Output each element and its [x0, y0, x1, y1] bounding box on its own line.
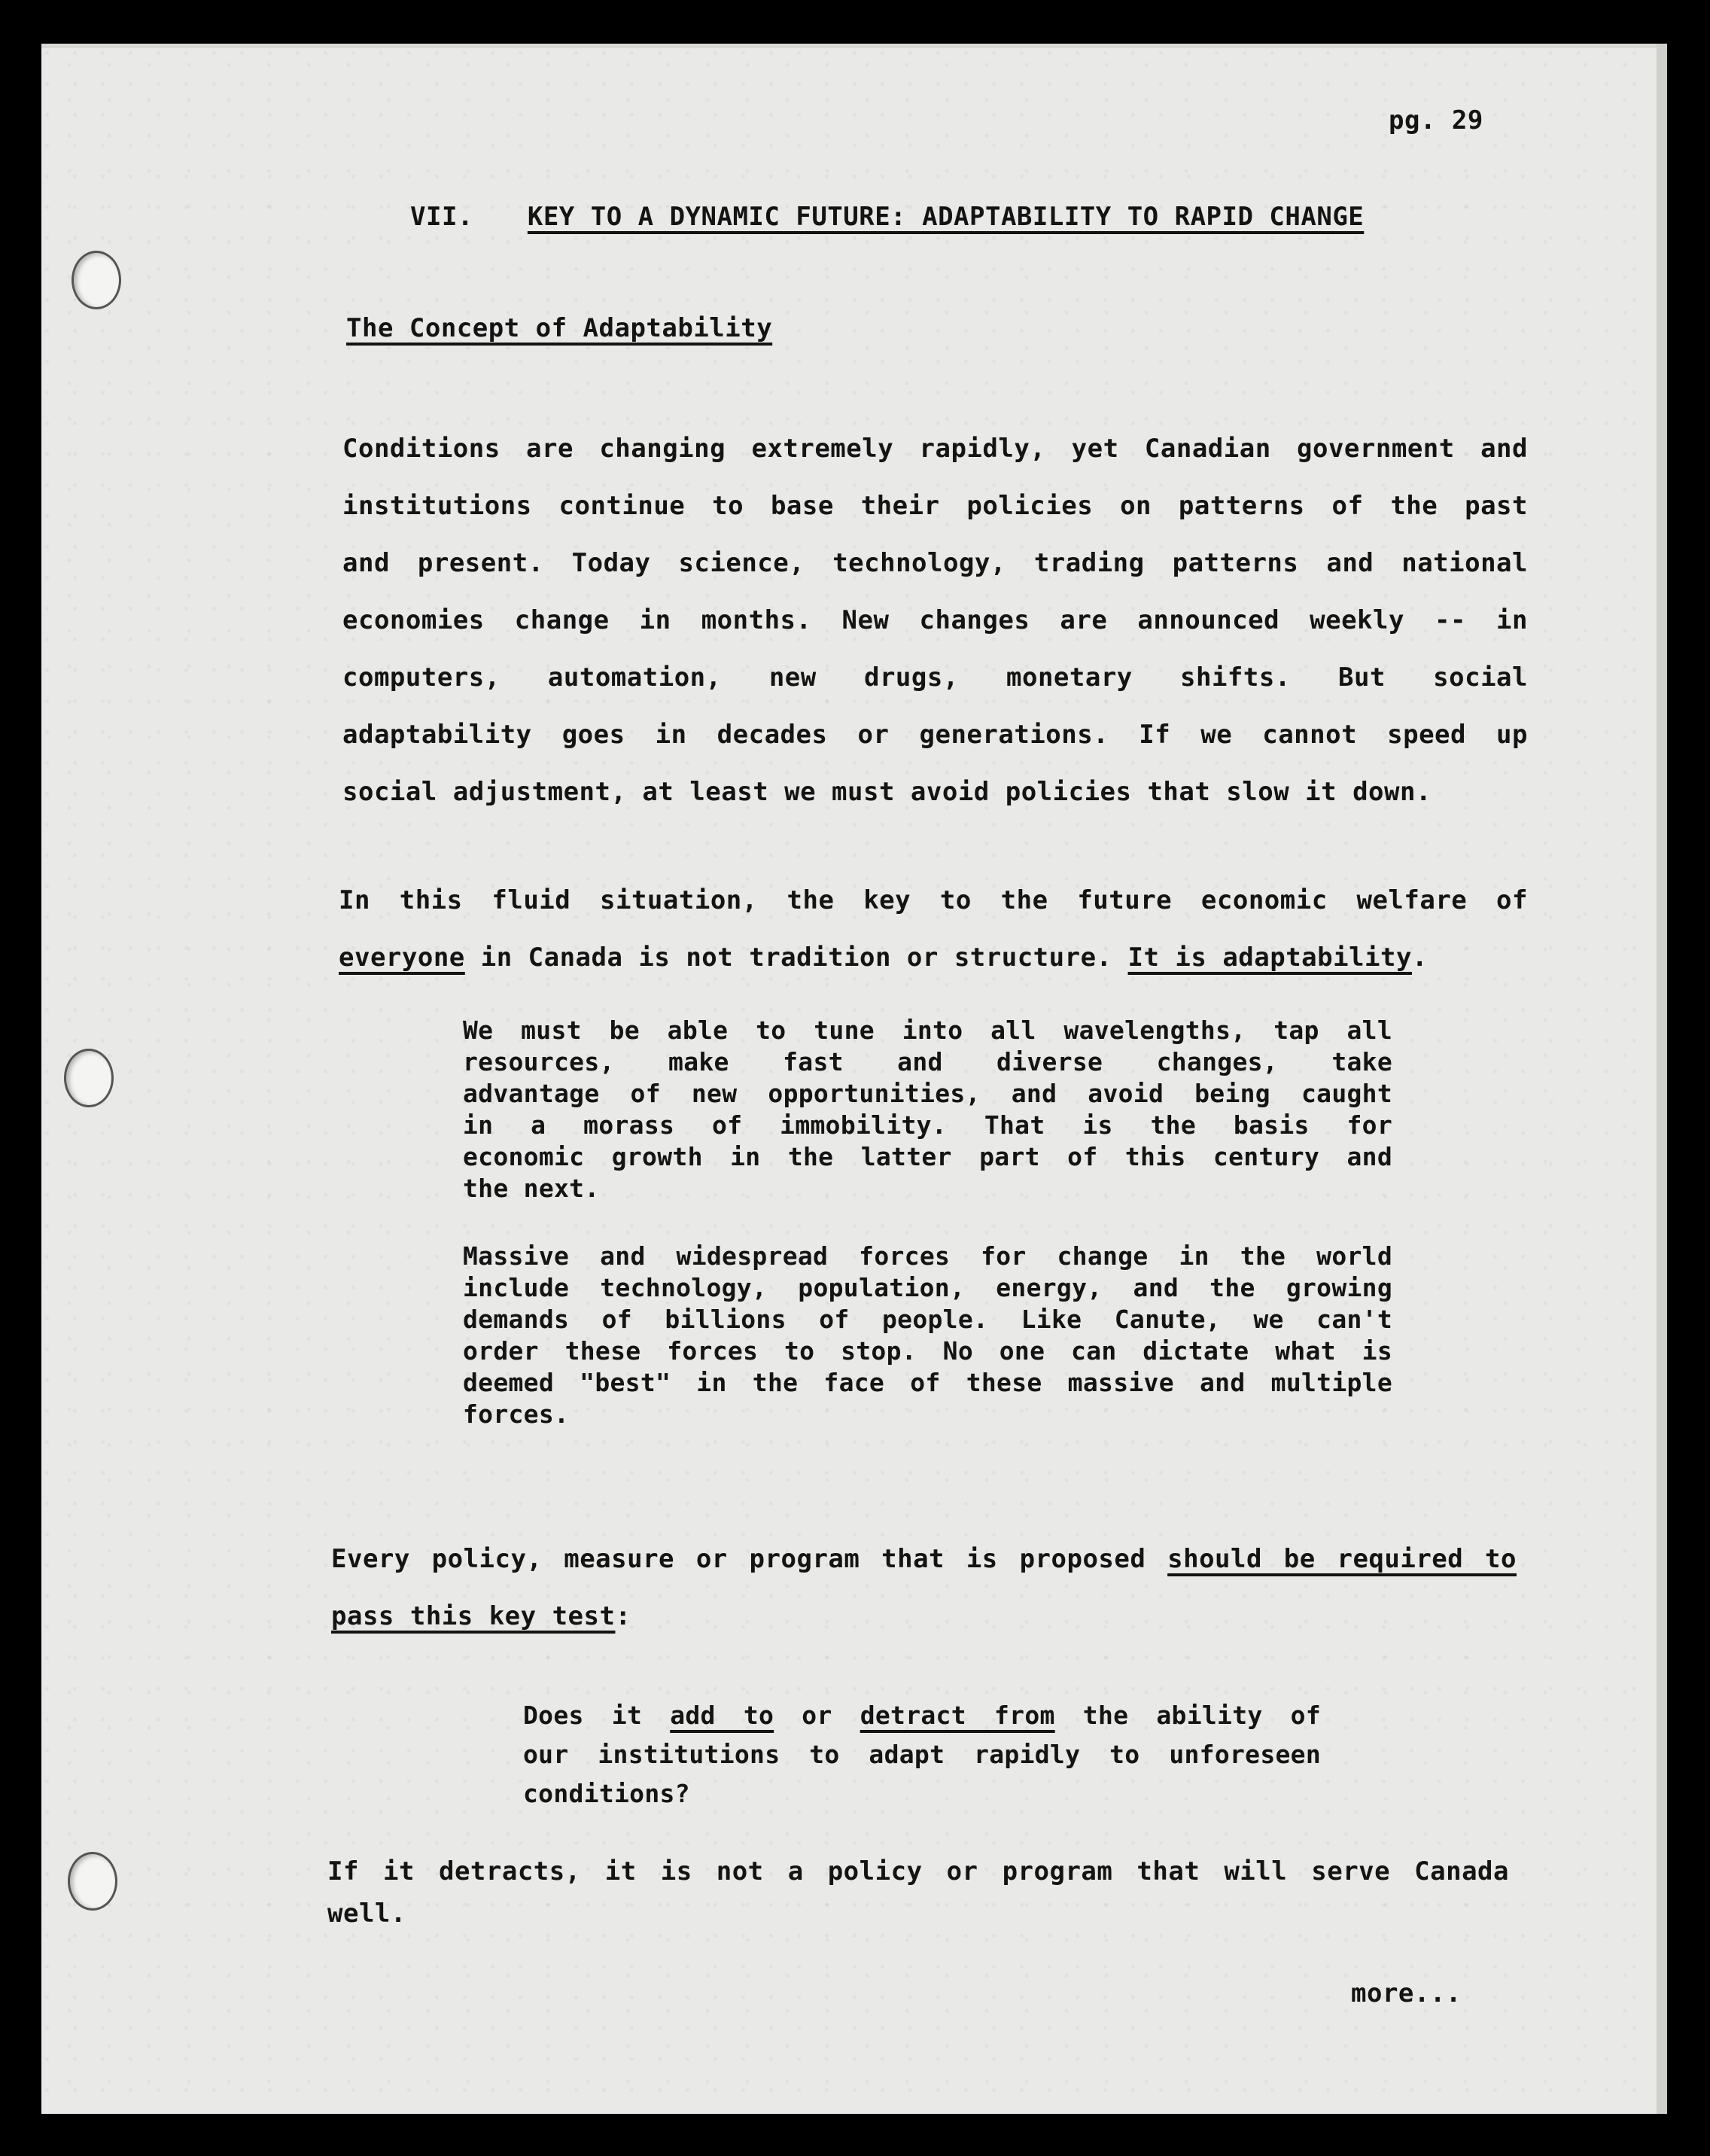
paragraph-line: and present. Today science, technology, trading patterns and national — [342, 548, 1528, 578]
paragraph-line: If it detracts, it is not a policy or program that will serve Canada — [327, 1856, 1509, 1886]
paragraph-line: Every policy, measure or program that is proposed should be required to — [331, 1544, 1517, 1574]
indented-quote-wavelengths — [463, 1015, 1392, 1204]
quote-line: economic growth in the latter part of this century and — [463, 1142, 1392, 1171]
binder-hole-middle — [64, 1049, 114, 1107]
binder-hole-top — [72, 251, 121, 309]
quote-line: We must be able to tune into all wavelengths, tap all — [463, 1016, 1392, 1045]
question-line: Does it add to or detract from the ability of — [523, 1701, 1321, 1730]
paragraph-key-test — [331, 1530, 1517, 1645]
continuation-marker: more... — [1351, 1978, 1462, 2008]
indented-quote-massive-forces — [463, 1241, 1392, 1430]
paragraph-line: In this fluid situation, the key to the future economic welfare of — [339, 885, 1528, 915]
quote-line: in a morass of immobility. That is the basis for — [463, 1110, 1392, 1140]
quote-line: advantage of new opportunities, and avoid being caught — [463, 1079, 1392, 1108]
emphasis-key-test: pass this key test — [331, 1601, 616, 1631]
key-test-question — [523, 1696, 1321, 1813]
binder-hole-bottom — [68, 1852, 117, 1911]
paragraph-line: adaptability goes in decades or generations. If we cannot speed up — [342, 720, 1528, 750]
paragraph-line: pass this key test: — [331, 1601, 631, 1631]
paragraph-fluid-situation — [339, 872, 1528, 986]
quote-line: order these forces to stop. No one can dictate what is — [463, 1336, 1392, 1366]
subheading: The Concept of Adaptability — [346, 313, 773, 343]
quote-line: demands of billions of people. Like Canute, we can't — [463, 1305, 1392, 1334]
quote-line: Massive and widespread forces for change in the world — [463, 1241, 1392, 1271]
paragraph-line: everyone in Canada is not tradition or structure. It is adaptability. — [339, 942, 1428, 973]
paragraph-line: social adjustment, at least we must avoid policies that slow it down. — [342, 777, 1432, 807]
page-number: pg. 29 — [1389, 105, 1483, 136]
paragraph-line: Conditions are changing extremely rapidly, yet Canadian government and — [342, 434, 1528, 464]
document-page — [41, 44, 1667, 2114]
emphasis-add-to: add to — [670, 1701, 774, 1730]
page-right-edge — [1657, 44, 1667, 2114]
paragraph-conditions — [342, 420, 1528, 821]
emphasis-detract-from: detract from — [860, 1701, 1055, 1730]
page-top-edge — [41, 44, 1667, 48]
quote-line: deemed "best" in the face of these massive and multiple — [463, 1368, 1392, 1397]
paragraph-line: well. — [327, 1899, 406, 1929]
paragraph-line: computers, automation, new drugs, monetary shifts. But social — [342, 662, 1528, 693]
quote-line: include technology, population, energy, and the growing — [463, 1273, 1392, 1302]
emphasis-everyone: everyone — [339, 942, 465, 973]
quote-line: resources, make fast and diverse changes, take — [463, 1047, 1392, 1076]
question-line: conditions? — [523, 1779, 690, 1808]
paragraph-conclusion — [327, 1850, 1509, 1935]
paragraph-line: economies change in months. New changes are announced weekly -- in — [342, 605, 1528, 635]
emphasis-adaptability: It is adaptability — [1127, 942, 1412, 973]
emphasis-required: should be required to — [1167, 1544, 1517, 1574]
question-line: our institutions to adapt rapidly to unforeseen — [523, 1740, 1321, 1769]
paragraph-line: institutions continue to base their policies on patterns of the past — [342, 491, 1528, 521]
section-heading — [410, 202, 1364, 232]
quote-line: forces. — [463, 1399, 570, 1429]
section-title: KEY TO A DYNAMIC FUTURE: ADAPTABILITY TO RAPID CHANGE — [527, 202, 1365, 232]
section-numeral: VII. — [410, 202, 473, 232]
quote-line: the next. — [463, 1174, 600, 1203]
